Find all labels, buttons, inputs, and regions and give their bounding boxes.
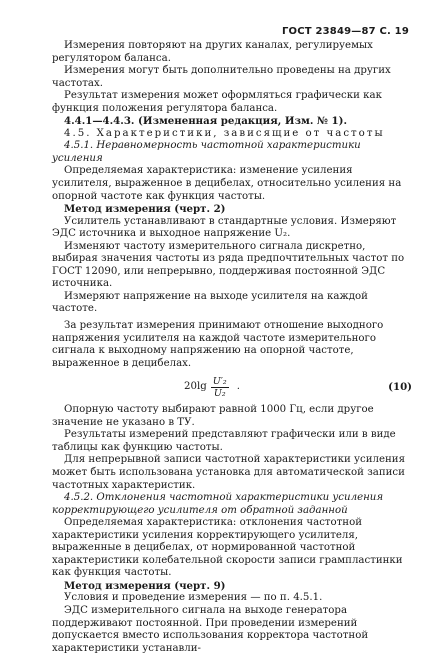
formula-denominator: U₂ (213, 387, 226, 399)
paragraph: Изменяют частоту измерительного сигнала дискретно, выбирая значения частоты из ряда предпочтительных частот по ГОСТ 12090, или непрерывно, поддерживая постоянной ЭДС источника. (52, 240, 405, 290)
paragraph: 4.5.1. Неравномерность частотной характеристики усиления (52, 140, 361, 164)
formula-prefix: 20lg (184, 380, 207, 392)
formula-suffix: . (236, 380, 240, 392)
formula-numerator: U′₂ (212, 375, 227, 387)
formula-10 (52, 373, 412, 401)
paragraph: Определяемая характеристика: отклонения частотной характеристики усиления корректирующего усилителя, выраженные в децибелах, от нормированной частотной характеристики колебательной скорости записи грампластинки как функция частоты. (52, 517, 403, 579)
paragraph: Метод измерения (черт. 9) (64, 579, 226, 592)
body-text (52, 40, 412, 655)
paragraph: Условия и проведение измерения — по п. 4.5.1. (64, 592, 323, 604)
formula-number: (10) (388, 380, 412, 393)
paragraph: Измерения повторяют на других каналах, регулируемых регулятором баланса. (52, 40, 373, 64)
paragraph: 4.5. Характеристики, зависящие от частоты (64, 127, 385, 139)
paragraph: Результат измерения может оформляться графически как функция положения регулятора баланса. (52, 90, 382, 114)
paragraph: Измеряют напряжение на выходе усилителя на каждой частоте. (52, 290, 368, 315)
paragraph: 4.5.2. Отклонения частотной характеристики усиления корректирующего усилителя от обратной заданной (52, 492, 384, 516)
paragraph: ЭДС измерительного сигнала на выходе генератора поддерживают постоянной. При проведении измерений допускается вместо использования корректора частотной характеристики устанавли- (52, 604, 369, 654)
formula-expression (184, 376, 240, 399)
paragraph: Опорную частоту выбирают равной 1000 Гц, если другое значение не указано в ТУ. (52, 404, 374, 428)
paragraph: За результат измерения принимают отношение выходного напряжения усилителя на каждой частоте измерительного сигнала к выходному напряжению на опорной частоте, выраженное в децибелах. (52, 320, 384, 369)
formula-fraction (211, 376, 229, 399)
page-header: ГОСТ 23849—87 С. 19 (281, 26, 409, 37)
paragraph: Измерения могут быть дополнительно проведены на других частотах. (52, 65, 391, 89)
paragraph: Метод измерения (черт. 2) (64, 203, 226, 216)
paragraph: 4.4.1—4.4.3. (Измененная редакция, Изм. № 1). (64, 115, 348, 128)
paragraphs-before (52, 40, 412, 370)
paragraphs-after (52, 404, 412, 655)
paragraph: Усилитель устанавливают в стандартные условия. Измеряют ЭДС источника и выходное напряжение U₂. (52, 215, 397, 240)
paragraph: Результаты измерений представляют графически или в виде таблицы как функцию частоты. (52, 429, 396, 453)
paragraph: Для непрерывной записи частотной характеристики усиления может быть использована установка для автоматической записи частотных характеристик. (52, 454, 405, 491)
paragraph: Определяемая характеристика: изменение усиления усилителя, выраженное в децибелах, относительно усиления на опорной частоте как функция частоты. (52, 165, 402, 202)
